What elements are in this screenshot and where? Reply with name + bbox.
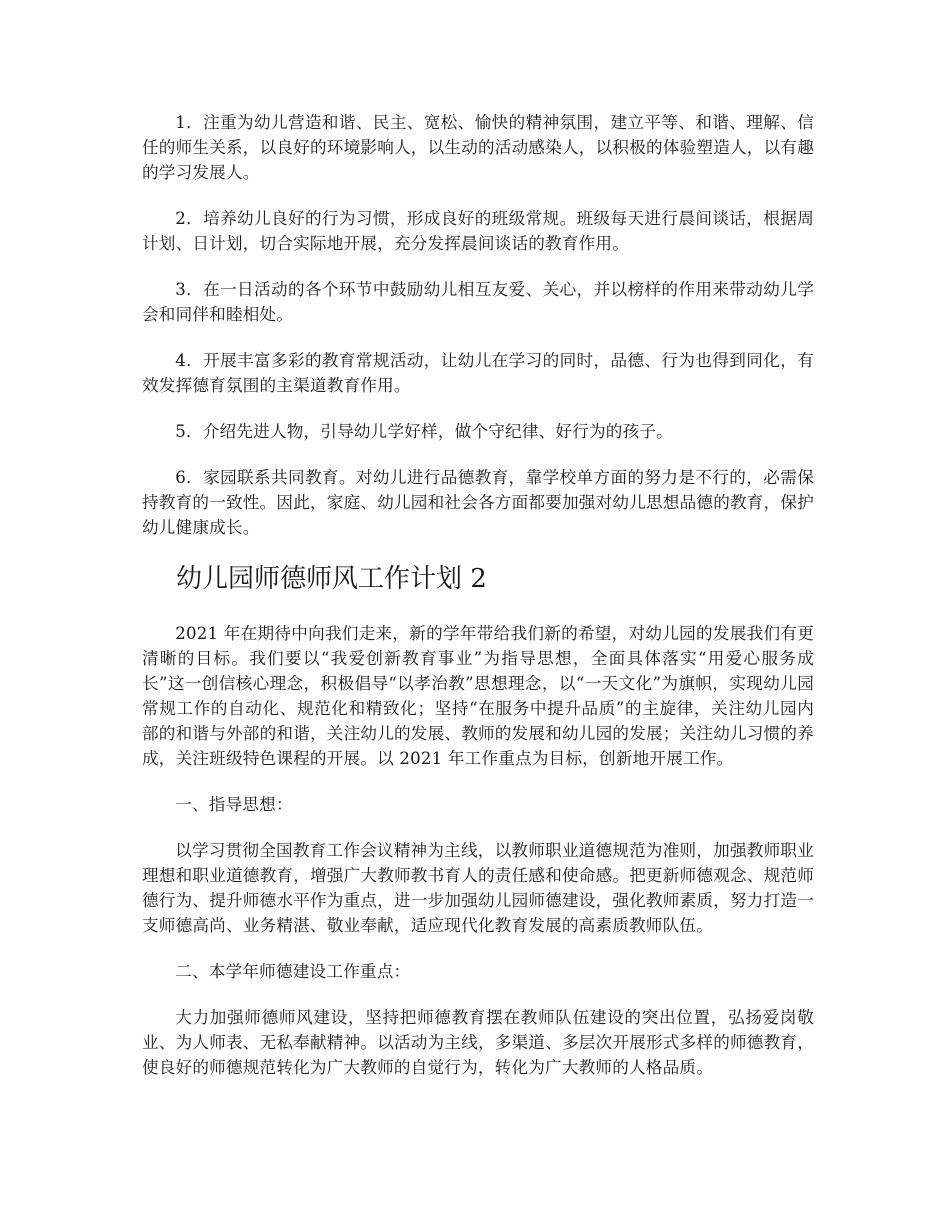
- work-focus-paragraph: 大力加强师德师风建设，坚持把师德教育摆在教师队伍建设的突出位置，弘扬爱岗敬业、为人师表、无私奉献精神。以活动为主线，多渠道、多层次开展形式多样的师德教育，使良好的师德规范转化为广大教师的自觉行为，转化为广大教师的人格品质。: [142, 1008, 814, 1077]
- list-item-6: 6．家园联系共同教育。对幼儿进行品德教育，靠学校单方面的努力是不行的，必需保持教育的一致性。因此，家庭、幼儿园和社会各方面都要加强对幼儿思想品德的教育，保护幼儿健康成长。: [142, 468, 814, 537]
- list-item-2: 2．培养幼儿良好的行为习惯，形成良好的班级常规。班级每天进行晨间谈话，根据周计划、日计划，切合实际地开展，充分发挥晨间谈话的教育作用。: [142, 209, 814, 253]
- guiding-ideology-paragraph: 以学习贯彻全国教育工作会议精神为主线，以教师职业道德规范为准则，加强教师职业理想和职业道德教育，增强广大教师教书育人的责任感和使命感。把更新师德观念、规范师德行为、提升师德水平作为重点，进一步加强幼儿园师德建设，强化教师素质，努力打造一支师德高尚、业务精湛、敬业奉献，适应现代化教育发展的高素质教师队伍。: [142, 841, 814, 935]
- list-item-4: 4．开展丰富多彩的教育常规活动，让幼儿在学习的同时，品德、行为也得到同化，有效发挥德育氛围的主渠道教育作用。: [142, 351, 814, 395]
- subheading-work-focus: 二、本学年师德建设工作重点：: [175, 962, 411, 981]
- list-item-1: 1．注重为幼儿营造和谐、民主、宽松、愉快的精神氛围，建立平等、和谐、理解、信任的师生关系，以良好的环境影响人，以生动的活动感染人，以积极的体验塑造人，以有趣的学习发展人。: [142, 113, 814, 182]
- subheading-guiding-ideology: 一、指导思想：: [175, 795, 293, 814]
- section-title: 幼儿园师德师风工作计划 2: [176, 564, 487, 594]
- list-item-3: 3．在一日活动的各个环节中鼓励幼儿相互友爱、关心，并以榜样的作用来带动幼儿学会和同伴和睦相处。: [142, 280, 814, 324]
- intro-paragraph: 2021 年在期待中向我们走来，新的学年带给我们新的希望，对幼儿园的发展我们有更清晰的目标。我们要以“我爱创新教育事业”为指导思想，全面具体落实“用爱心服务成长”这一创信核心理念，积极倡导“以孝治教”思想理念，以“一天文化”为旗帜，实现幼儿园常规工作的自动化、规范化和精致化；坚持“在服务中提升品质”的主旋律，关注幼儿园内部的和谐与外部的和谐，关注幼儿的发展、教师的发展和幼儿园的发展；关注幼儿习惯的养成，关注班级特色课程的开展。以 2021 年工作重点为目标，创新地开展工作。: [142, 624, 814, 768]
- list-item-5: 5．介绍先进人物，引导幼儿学好样，做个守纪律、好行为的孩子。: [175, 422, 673, 441]
- document-page: [142, 110, 814, 1080]
